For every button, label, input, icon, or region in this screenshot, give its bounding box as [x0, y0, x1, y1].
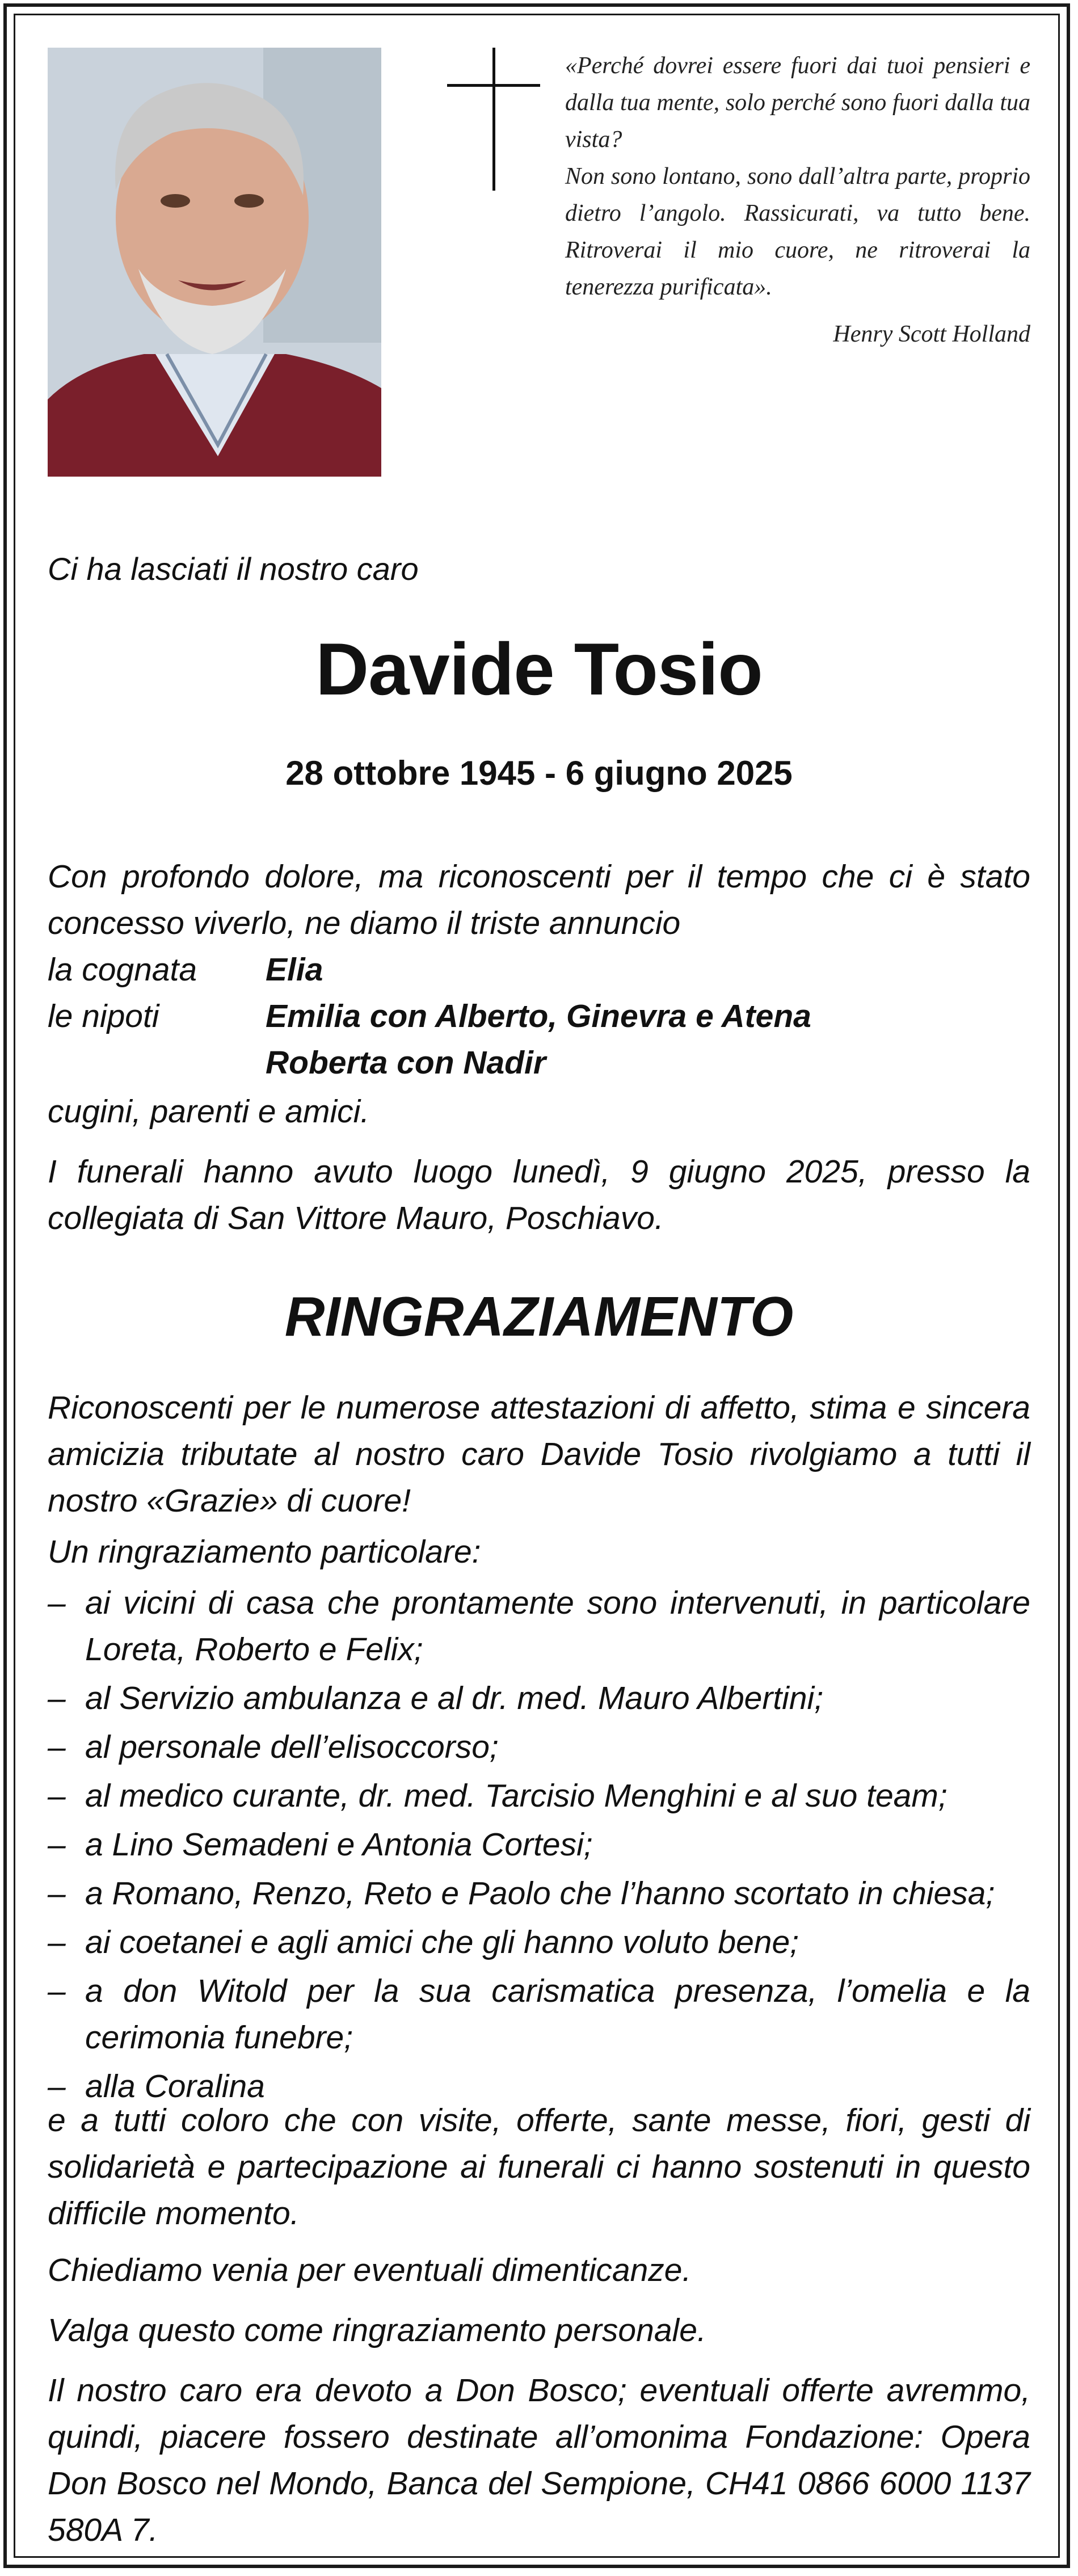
list-item: [48, 1773, 1030, 1819]
announcement: [48, 853, 1030, 946]
dash-icon: –: [48, 1875, 66, 1912]
others: [48, 1088, 1030, 1135]
relative-names: Emilia con Alberto, Ginevra e Atena: [266, 998, 811, 1034]
announcement-text: Con profondo dolore, ma riconoscenti per il tempo che ci è stato concesso viverlo, ne diamo il triste annuncio: [48, 858, 1030, 941]
list-item: [48, 1580, 1030, 1673]
list-item: [48, 1870, 1030, 1917]
list-item: [48, 1724, 1030, 1770]
thanks-heading: RINGRAZIAMENTO: [284, 1285, 794, 1348]
list-item-text: a don Witold per la sua carismatica presenza, l’omelia e la cerimonia funebre;: [85, 1973, 1030, 2056]
list-item: [48, 1821, 1030, 1868]
donation: [48, 2367, 1030, 2553]
relation-label: la cognata: [48, 952, 197, 988]
list-item-text: a Lino Semadeni e Antonia Cortesi;: [85, 1826, 593, 1863]
list-item-text: al medico curante, dr. med. Tarcisio Menghini e al suo team;: [85, 1778, 948, 1814]
cross-icon: [443, 48, 545, 195]
special-intro-text: Un ringraziamento particolare:: [48, 1534, 481, 1570]
dash-icon: –: [48, 1826, 66, 1863]
list-item-text: al Servizio ambulanza e al dr. med. Mauro Albertini;: [85, 1680, 824, 1716]
deceased-name: Davide Tosio: [315, 628, 763, 710]
relation-label: le nipoti: [48, 998, 159, 1034]
life-dates: 28 ottobre 1945 - 6 giugno 2025: [285, 754, 793, 792]
relative-names: Elia: [266, 952, 323, 988]
dash-icon: –: [48, 1924, 66, 1960]
dash-icon: –: [48, 1778, 66, 1814]
personal-thanks: [48, 2307, 1030, 2354]
portrait-photo: [48, 48, 381, 477]
lead-line: Ci ha lasciati il nostro caro: [48, 551, 419, 587]
list-item-text: ai coetanei e agli amici che gli hanno voluto bene;: [85, 1924, 799, 1960]
closing-text: e a tutti coloro che con visite, offerte, sante messe, fiori, gesti di solidarietà e partecipazione ai funerali ci hanno sostenuti in questo difficile momento.: [48, 2102, 1030, 2232]
others-text: cugini, parenti e amici.: [48, 1093, 370, 1130]
quote-text-2: Non sono lontano, sono dall’altra parte, proprio dietro l’angolo. Rassicurati, va tutto bene. Ritroverai il mio cuore, ne ritroverai la tenerezza purificata».: [565, 163, 1030, 300]
relative-names: Roberta con Nadir: [266, 1045, 546, 1081]
special-thanks-list: [48, 1580, 1030, 2112]
quote-text-1: «Perché dovrei essere fuori dai tuoi pensieri e dalla tua mente, solo perché sono fuori dalla tua vista?: [565, 53, 1030, 153]
apology: [48, 2247, 1030, 2293]
dash-icon: –: [48, 1680, 66, 1716]
closing: [48, 2097, 1030, 2237]
donation-text: Il nostro caro era devoto a Don Bosco; eventuali offerte avremmo, quindi, piacere fossero destinate all’omonima Fondazione: Opera Don Bosco nel Mondo, Banca del Sempione, CH41 0866 6000 1137 580A 7.: [48, 2372, 1030, 2548]
funeral-info: [48, 1148, 1030, 1241]
list-item: [48, 1675, 1030, 1721]
list-item: [48, 1919, 1030, 1965]
list-item: [48, 1968, 1030, 2061]
list-item-text: ai vicini di casa che prontamente sono intervenuti, in particolare Loreta, Roberto e Felix;: [85, 1585, 1030, 1668]
special-intro: [48, 1529, 1030, 1575]
quote: [565, 48, 1030, 353]
list-item-text: alla Coralina: [85, 2068, 265, 2104]
apology-text: Chiediamo venia per eventuali dimenticanze.: [48, 2252, 692, 2288]
dash-icon: –: [48, 1585, 66, 1621]
list-item-text: a Romano, Renzo, Reto e Paolo che l’hanno scortato in chiesa;: [85, 1875, 995, 1912]
dash-icon: –: [48, 2068, 66, 2104]
thanks-intro-text: Riconoscenti per le numerose attestazioni di affetto, stima e sincera amicizia tributate al nostro caro Davide Tosio rivolgiamo a tutti il nostro «Grazie» di cuore!: [48, 1390, 1030, 1519]
quote-author: Henry Scott Holland: [833, 321, 1030, 347]
thanks-intro: [48, 1384, 1030, 1524]
personal-text: Valga questo come ringraziamento personale.: [48, 2312, 706, 2348]
dash-icon: –: [48, 1729, 66, 1765]
dash-icon: –: [48, 1973, 66, 2009]
funeral-text: I funerali hanno avuto luogo lunedì, 9 giugno 2025, presso la collegiata di San Vittore Mauro, Poschiavo.: [48, 1154, 1030, 1236]
list-item-text: al personale dell’elisoccorso;: [85, 1729, 499, 1765]
